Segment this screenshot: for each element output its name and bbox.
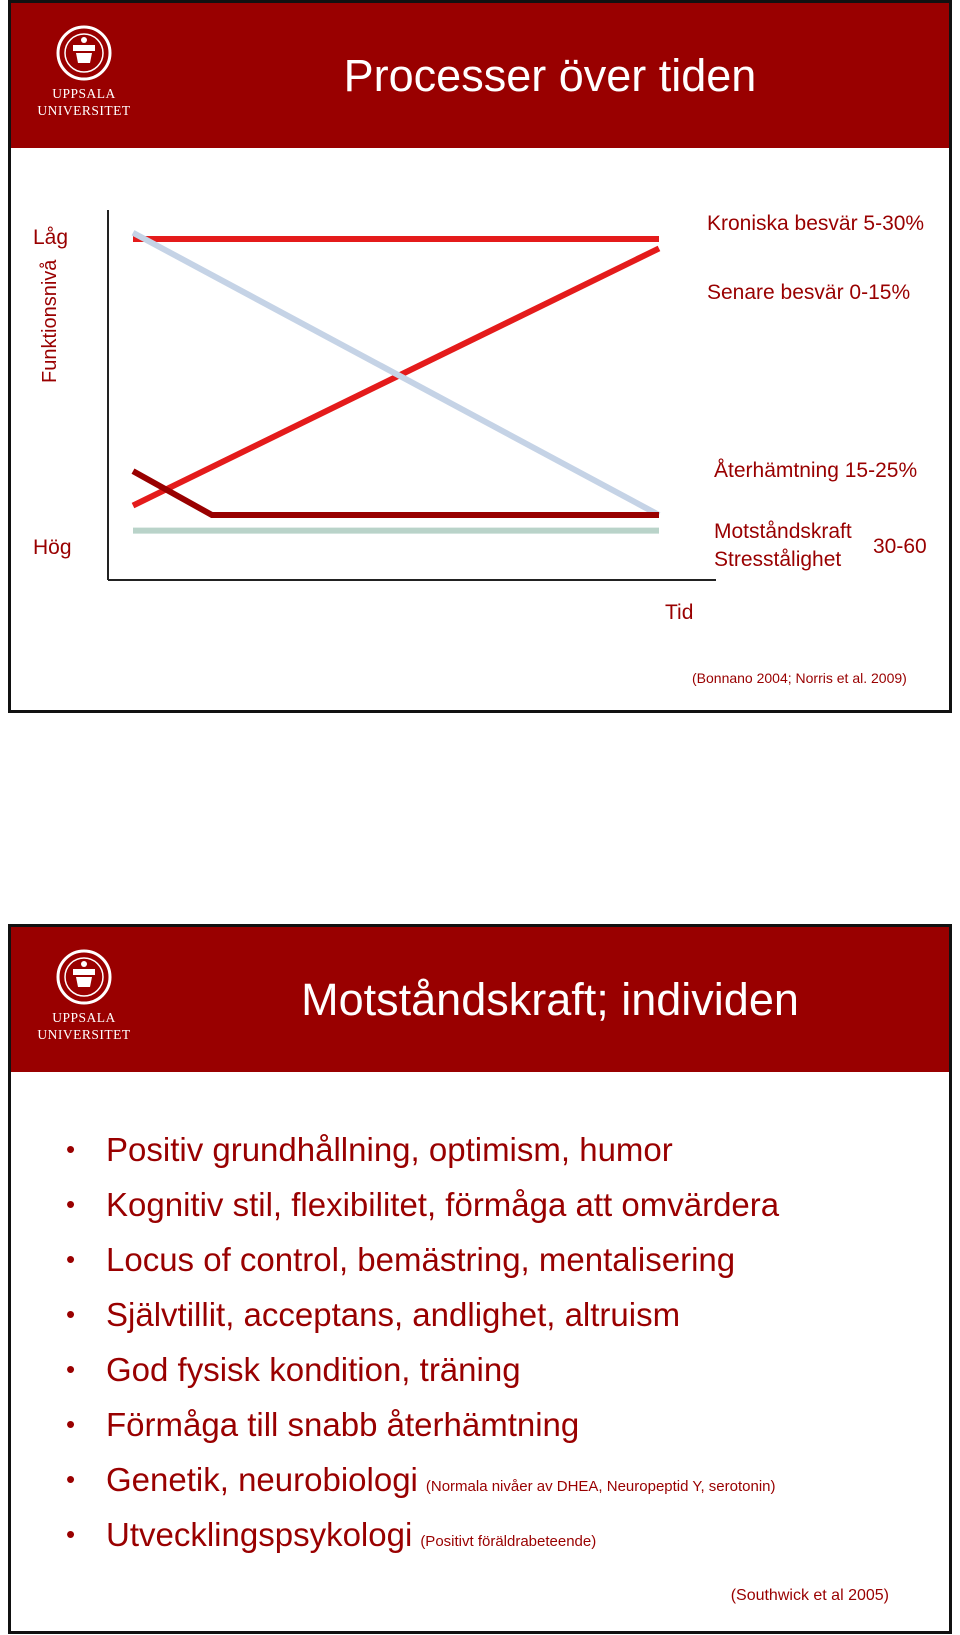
logo-line-1: UPPSALA bbox=[52, 1010, 116, 1025]
bullet-text: Locus of control, bemästring, mentalisering bbox=[106, 1241, 736, 1278]
logo-wordmark bbox=[29, 1009, 139, 1043]
bullet-item bbox=[66, 1452, 929, 1507]
bullet-text: Självtillit, acceptans, andlighet, altruism bbox=[106, 1296, 681, 1333]
bullet-list bbox=[66, 1122, 929, 1562]
slide-title: Motståndskraft; individen bbox=[301, 973, 799, 1025]
bullet-text: Positiv grundhållning, optimism, humor bbox=[106, 1131, 673, 1168]
logo-line-2: UNIVERSITET bbox=[37, 1027, 131, 1042]
citation: (Southwick et al 2005) bbox=[730, 1587, 889, 1604]
bullet-note: (Normala nivåer av DHEA, Neuropeptid Y, serotonin) bbox=[425, 1478, 776, 1495]
bullet-dot-icon: • bbox=[66, 1299, 76, 1329]
annotation-senare: Senare besvär 0-15% bbox=[707, 281, 911, 304]
bullet-text: Genetik, neurobiologi bbox=[106, 1461, 418, 1498]
bullet-dot-icon: • bbox=[66, 1134, 76, 1164]
series-aterhamtning-line bbox=[133, 233, 659, 515]
bullet-dot-icon: • bbox=[66, 1354, 76, 1384]
annotation-aterhamtning: Återhämtning 15-25% bbox=[714, 459, 918, 482]
university-seal-icon bbox=[29, 949, 139, 1009]
slide-motstandskraft bbox=[8, 924, 952, 1634]
bullet-text: Kognitiv stil, flexibilitet, förmåga att omvärdera bbox=[106, 1186, 780, 1223]
bullet-dot-icon: • bbox=[66, 1244, 76, 1274]
annotation-range: 30-60 bbox=[873, 535, 927, 558]
bullet-item bbox=[66, 1232, 929, 1287]
x-axis-label: Tid bbox=[665, 601, 694, 624]
bullet-text: God fysisk kondition, träning bbox=[106, 1351, 521, 1388]
bullet-item bbox=[66, 1507, 929, 1562]
bullet-dot-icon: • bbox=[66, 1519, 76, 1549]
bullet-text: Utvecklingspsykologi bbox=[106, 1516, 413, 1553]
uppsala-university-logo bbox=[29, 949, 139, 1059]
bullet-item bbox=[66, 1122, 929, 1177]
logo-line-2: UNIVERSITET bbox=[37, 103, 131, 118]
slide-header bbox=[11, 927, 949, 1072]
citation: (Bonnano 2004; Norris et al. 2009) bbox=[692, 670, 907, 686]
bullet-dot-icon: • bbox=[66, 1464, 76, 1494]
bullet-item bbox=[66, 1342, 929, 1397]
bullet-item bbox=[66, 1397, 929, 1452]
process-chart bbox=[11, 3, 955, 716]
series-motstandskraft-line bbox=[133, 471, 659, 515]
slide-title: Processer över tiden bbox=[343, 49, 757, 101]
y-axis-label: Funktionsnivå bbox=[39, 259, 61, 383]
annotation-stresstalighet: Stresstålighet bbox=[714, 548, 842, 571]
y-axis-top-label: Låg bbox=[33, 226, 69, 249]
y-axis-bottom-label: Hög bbox=[33, 536, 72, 559]
bullet-item bbox=[66, 1177, 929, 1232]
bullet-dot-icon: • bbox=[66, 1409, 76, 1439]
bullet-text: Förmåga till snabb återhämtning bbox=[106, 1406, 580, 1443]
bullet-item bbox=[66, 1287, 929, 1342]
bullet-dot-icon: • bbox=[66, 1189, 76, 1219]
annotation-kroniska: Kroniska besvär 5-30% bbox=[707, 212, 925, 235]
annotation-motstandskraft: Motståndskraft bbox=[714, 520, 852, 543]
slide-processer bbox=[8, 0, 952, 713]
logo-line-1: UPPSALA bbox=[52, 86, 116, 101]
bullet-note: (Positivt föräldrabeteende) bbox=[420, 1533, 597, 1550]
